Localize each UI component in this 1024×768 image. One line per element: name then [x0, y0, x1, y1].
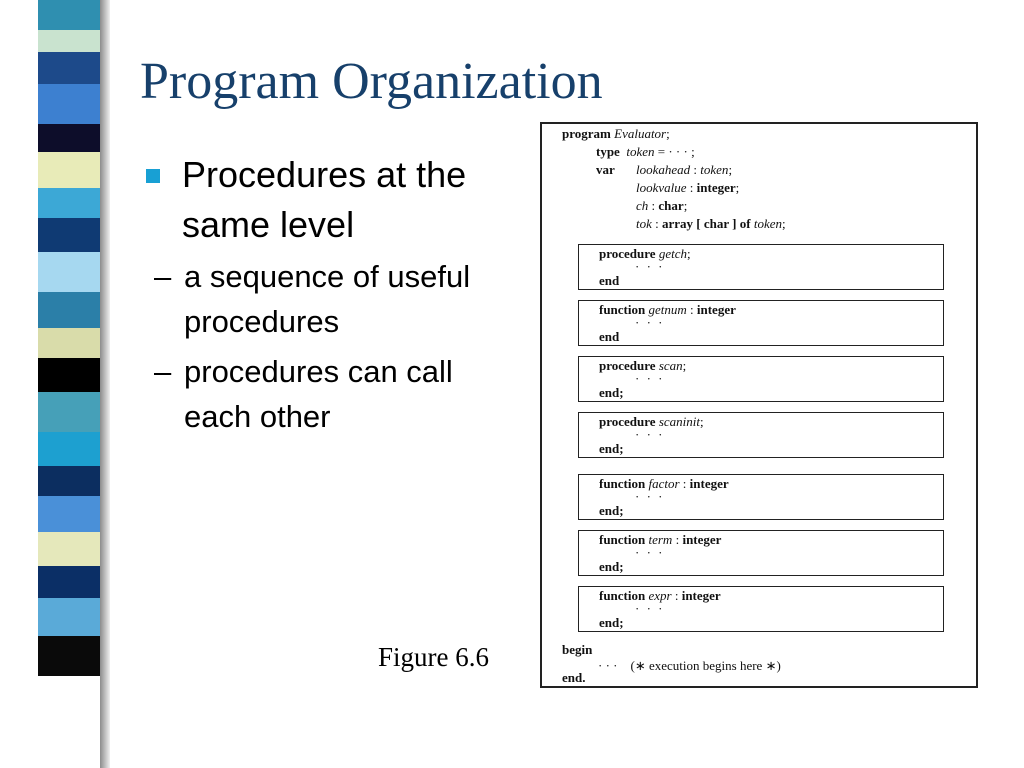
stripe-segment: [38, 188, 100, 218]
procedure-header: [599, 302, 736, 318]
program-header-line: [562, 126, 670, 142]
end-program-line: [562, 670, 585, 686]
var-separator: :: [690, 162, 701, 177]
main-body-line: [598, 658, 781, 674]
var-type: token: [700, 162, 729, 177]
figure-caption: Figure 6.6: [378, 642, 489, 672]
end-keyword: end.: [562, 670, 586, 685]
procedure-keyword: function: [599, 532, 646, 547]
stripe-segment: [38, 466, 100, 496]
var-semicolon: ;: [735, 180, 740, 195]
stripe-segment: [38, 0, 100, 30]
header-tail: ;: [682, 358, 687, 373]
main-dots: · · ·: [598, 658, 618, 673]
procedure-block: [578, 356, 944, 402]
stripe-segment: [38, 84, 100, 124]
decorative-stripe-bar: [38, 0, 100, 768]
program-keyword: program: [562, 126, 611, 141]
var-keyword-line: [596, 162, 615, 178]
procedure-body-dots: · · ·: [635, 315, 665, 330]
type-name: token: [626, 144, 655, 159]
procedure-body-dots: · · ·: [635, 489, 665, 504]
return-separator: :: [671, 588, 682, 603]
header-tail: ;: [686, 246, 691, 261]
procedure-name: term: [648, 532, 673, 547]
type-keyword: type: [596, 144, 620, 159]
program-name: Evaluator: [614, 126, 667, 141]
procedure-body-dots: · · ·: [635, 427, 665, 442]
procedure-body-dots: · · ·: [635, 545, 665, 560]
bullet-list: [140, 150, 520, 444]
dash-bullet-icon: –: [154, 354, 172, 389]
procedure-name: getch: [658, 246, 687, 261]
return-separator: :: [686, 302, 697, 317]
procedure-end: end;: [599, 441, 624, 456]
var-semicolon: ;: [683, 198, 688, 213]
return-separator: :: [679, 476, 690, 491]
var-name: lookahead: [636, 162, 691, 177]
procedure-end: end;: [599, 559, 624, 574]
stripe-segment: [38, 532, 100, 566]
begin-keyword: begin: [562, 642, 593, 657]
procedure-block: [578, 586, 944, 632]
sub-bullet-item: [140, 254, 484, 344]
stripe-segment: [38, 328, 100, 358]
sub-bullet-item: [140, 349, 484, 439]
slide-title: Program Organization: [140, 53, 603, 110]
procedure-block: [578, 530, 944, 576]
procedure-block: [578, 244, 944, 290]
stripe-segment: [38, 152, 100, 188]
code-figure: [540, 122, 978, 688]
var-decl-line: [636, 198, 687, 214]
procedure-keyword: function: [599, 588, 646, 603]
procedure-body-dots: · · ·: [635, 601, 665, 616]
var-type: char: [658, 198, 684, 213]
type-definition: = · · · ;: [657, 144, 695, 159]
var-decl-line: [636, 162, 732, 178]
sub-bullet-list: [140, 254, 520, 439]
stripe-segment: [38, 30, 100, 52]
sub-bullet-text: procedures can call each other: [184, 354, 453, 434]
procedure-body-dots: · · ·: [635, 371, 665, 386]
var-semicolon: ;: [781, 216, 786, 231]
var-separator: :: [686, 180, 697, 195]
procedure-keyword: function: [599, 476, 646, 491]
dash-bullet-icon: –: [154, 259, 172, 294]
begin-line: [562, 642, 592, 658]
header-tail: ;: [700, 414, 704, 429]
procedure-name: scan: [658, 358, 683, 373]
procedure-end: end: [599, 329, 620, 344]
stripe-segment: [38, 598, 100, 636]
var-decl-line: [636, 180, 739, 196]
procedure-block: [578, 474, 944, 520]
stripe-segment: [38, 566, 100, 598]
stripe-segment: [38, 292, 100, 328]
procedure-keyword: procedure: [599, 246, 656, 261]
stripe-segment: [38, 358, 100, 392]
return-type: integer: [689, 476, 729, 491]
bullet-item: [140, 150, 520, 250]
return-type: integer: [696, 302, 736, 317]
return-type: integer: [681, 588, 721, 603]
stripe-segment: [38, 432, 100, 466]
var-type: token: [753, 216, 782, 231]
procedure-name: scaninit: [658, 414, 700, 429]
procedure-end: end: [599, 273, 620, 288]
procedure-end: end;: [599, 385, 624, 400]
procedure-block: [578, 412, 944, 458]
main-comment: (∗ execution begins here ∗): [630, 658, 781, 673]
procedure-name: getnum: [648, 302, 687, 317]
return-separator: :: [672, 532, 683, 547]
bullet-text: Procedures at the same level: [182, 154, 467, 245]
type-line: [596, 144, 695, 160]
procedure-keyword: procedure: [599, 358, 656, 373]
procedure-name: expr: [648, 588, 672, 603]
square-bullet-icon: [146, 169, 160, 183]
var-semicolon: ;: [728, 162, 733, 177]
var-decl-line: [636, 216, 786, 232]
procedure-keyword: function: [599, 302, 646, 317]
procedure-end: end;: [599, 503, 624, 518]
var-type: integer: [696, 180, 736, 195]
var-name: ch: [636, 198, 649, 213]
procedure-end: end;: [599, 615, 624, 630]
return-type: integer: [682, 532, 722, 547]
var-name: lookvalue: [636, 180, 687, 195]
stripe-segment: [38, 392, 100, 432]
stripe-segment: [38, 124, 100, 152]
var-type: array [ char ] of: [662, 216, 754, 231]
stripe-segment: [38, 218, 100, 252]
procedure-keyword: procedure: [599, 414, 656, 429]
sub-bullet-text: a sequence of useful procedures: [184, 259, 471, 339]
stripe-shadow: [100, 0, 110, 768]
stripe-segment: [38, 496, 100, 532]
procedure-block: [578, 300, 944, 346]
stripe-segment: [38, 636, 100, 676]
var-name: tok: [636, 216, 652, 231]
procedure-name: factor: [648, 476, 680, 491]
procedure-body-dots: · · ·: [635, 259, 665, 274]
var-keyword: var: [596, 162, 615, 177]
var-separator: :: [648, 198, 659, 213]
program-semicolon: ;: [666, 126, 670, 141]
stripe-segment: [38, 52, 100, 84]
stripe-segment: [38, 252, 100, 292]
var-separator: :: [651, 216, 663, 231]
